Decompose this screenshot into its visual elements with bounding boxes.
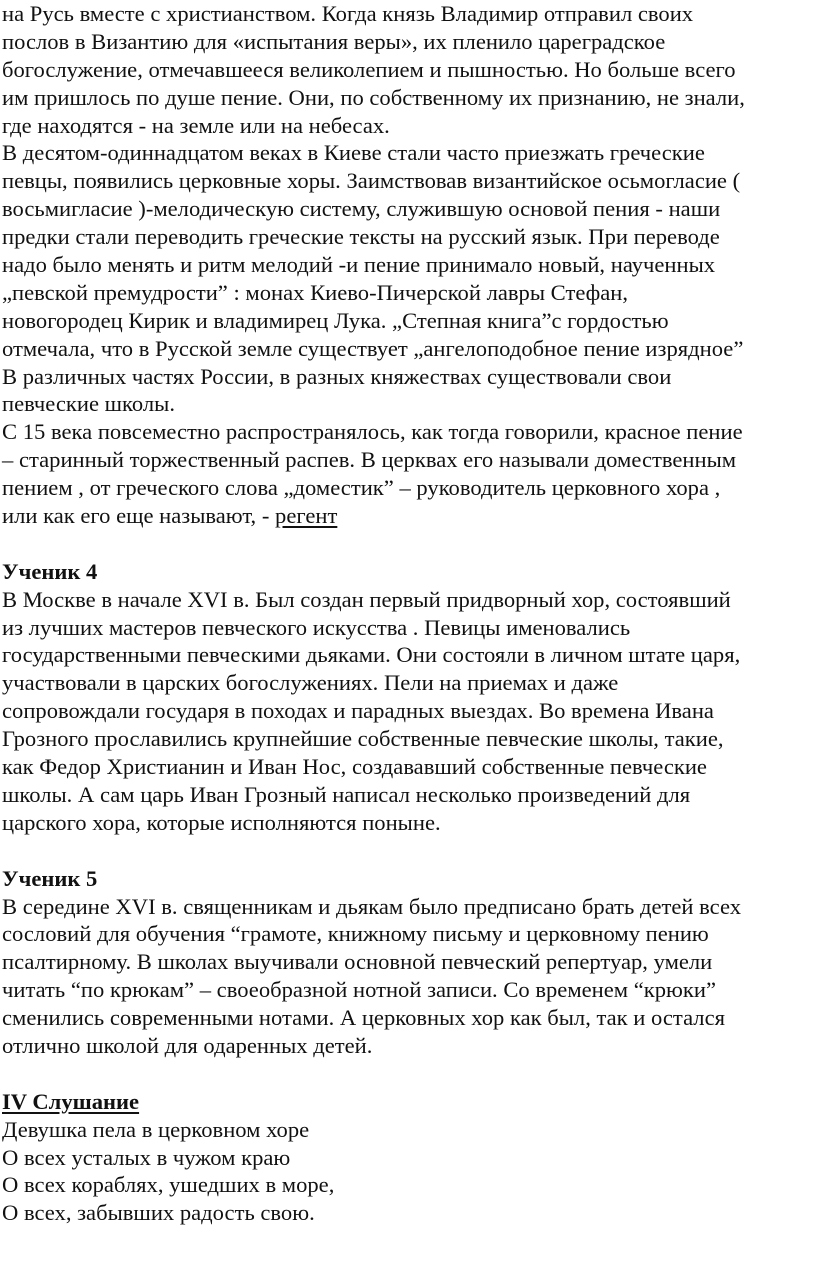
text-line: из лучших мастеров певческого искусства . Певицы именовались bbox=[2, 614, 631, 640]
text-line: богослужение, отмечавшееся великолепием и пышностью. Но больше всего bbox=[2, 56, 736, 82]
text-line: как Федор Христианин и Иван Нос, создававший собственные певческие bbox=[2, 754, 707, 780]
section-heading: Ученик 5 bbox=[2, 865, 98, 891]
text-line: школы. А сам царь Иван Грозный написал несколько произведений для bbox=[2, 781, 691, 807]
section-heading: IV Слушание bbox=[2, 1088, 140, 1114]
text-line: В середине XVI в. священникам и дьякам было предписано брать детей всех bbox=[2, 893, 741, 919]
text-line: отлично школой для одаренных детей. bbox=[2, 1032, 373, 1058]
section-listening bbox=[2, 1088, 812, 1227]
poem-line: Девушка пела в церковном хоре bbox=[2, 1116, 310, 1142]
text-line: послов в Византию для «испытания веры», их пленило цареградское bbox=[2, 28, 666, 54]
text-line: „певской премудрости” : монах Киево-Пичерской лавры Стефан, bbox=[2, 279, 629, 305]
text-line: участвовали в царских богослужениях. Пели на приемах и даже bbox=[2, 670, 619, 696]
section-student-4 bbox=[2, 558, 812, 837]
section-student-5 bbox=[2, 865, 812, 1060]
poem-line: О всех, забывших радость свою. bbox=[2, 1200, 315, 1226]
poem-line: О всех кораблях, ушедших в море, bbox=[2, 1172, 335, 1198]
text-line: читать “по крюкам” – своеобразной нотной записи. Со временем “крюки” bbox=[2, 977, 717, 1003]
text-line: на Русь вместе с христианством. Когда князь Владимир отправил своих bbox=[2, 1, 694, 26]
text-line: певческие школы. bbox=[2, 391, 175, 417]
text-line: предки стали переводить греческие тексты на русский язык. При переводе bbox=[2, 224, 720, 250]
text-line: С 15 века повсеместно распространялось, как тогда говорили, красное пение bbox=[2, 419, 743, 445]
text-line: сопровождали государя в походах и парадных выездах. Во времена Ивана bbox=[2, 698, 714, 724]
text-line-prefix: или как его еще называют, - bbox=[2, 503, 276, 529]
section-heading: Ученик 4 bbox=[2, 558, 98, 584]
text-line: пением , от греческого слова „доместик” – руководитель церковного хора , bbox=[2, 475, 721, 501]
underlined-term: регент bbox=[275, 503, 338, 529]
text-line: государственными певческими дьяками. Они состояли в личном штате царя, bbox=[2, 642, 741, 668]
text-line: В десятом-одиннадцатом веках в Киеве стали часто приезжать греческие bbox=[2, 140, 705, 166]
text-line: В различных частях России, в разных княжествах существовали свои bbox=[2, 363, 672, 389]
text-line: псалтирному. В школах выучивали основной певческий репертуар, умели bbox=[2, 949, 713, 975]
section-intro bbox=[2, 0, 812, 530]
text-line: где находятся - на земле или на небесах. bbox=[2, 112, 390, 138]
text-line: отмечала, что в Русской земле существует „ангелоподобное пение изрядное” bbox=[2, 335, 744, 361]
paragraph-gap bbox=[2, 837, 812, 865]
text-line: восьмигласие )-мелодическую систему, служившую основой пения - наши bbox=[2, 196, 721, 222]
text-line: им пришлось по душе пение. Они, по собственному их признанию, не знали, bbox=[2, 84, 745, 110]
text-line: новогородец Кирик и владимирец Лука. „Степная книга”с гордостью bbox=[2, 307, 669, 333]
text-line: – старинный торжественный распев. В церквах его называли домественным bbox=[2, 447, 737, 473]
text-line: певцы, появились церковные хоры. Заимствовав византийское осьмогласие ( bbox=[2, 168, 741, 194]
poem-line: О всех усталых в чужом краю bbox=[2, 1144, 291, 1170]
paragraph-gap bbox=[2, 1060, 812, 1088]
text-line: Грозного прославились крупнейшие собственные певческие школы, такие, bbox=[2, 726, 724, 752]
paragraph-gap bbox=[2, 530, 812, 558]
text-line: сословий для обучения “грамоте, книжному письму и церковному пению bbox=[2, 921, 709, 947]
text-line: надо было менять и ритм мелодий -и пение принимало новый, наученных bbox=[2, 252, 716, 278]
text-line: В Москве в начале XVI в. Был создан первый придворный хор, состоявший bbox=[2, 586, 731, 612]
text-line: царского хора, которые исполняются поныне. bbox=[2, 809, 441, 835]
text-line-last bbox=[2, 502, 812, 530]
text-line: сменились современными нотами. А церковных хор как был, так и остался bbox=[2, 1005, 725, 1031]
